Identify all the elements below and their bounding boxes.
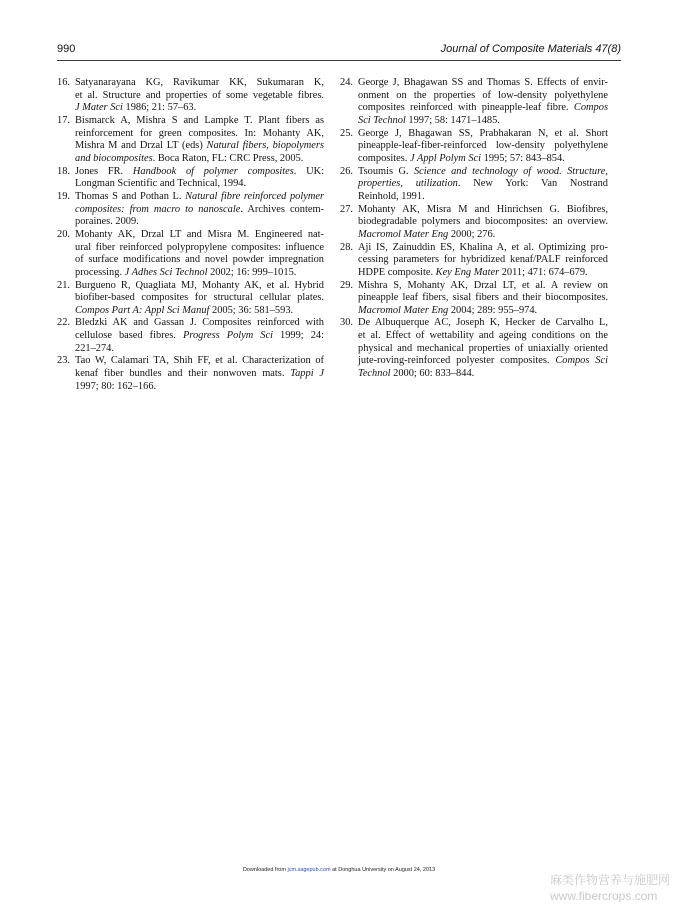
reference-text: George J, Bhagawan SS, Prabhakaran N, et al. Short — [358, 127, 608, 139]
reference-text: Thomas S and Pothan L. — [75, 190, 186, 202]
reference-number: 30. — [340, 317, 353, 329]
reference-line — [75, 90, 324, 103]
reference-item — [340, 166, 608, 204]
reference-line — [75, 140, 324, 153]
reference-text: of surface modifications and novel powder impregnation — [75, 254, 324, 266]
reference-line — [75, 292, 324, 305]
reference-item — [340, 280, 608, 318]
reference-text: 2011; 471: 674–679. — [499, 266, 588, 278]
reference-line — [358, 204, 608, 217]
reference-line — [358, 77, 608, 90]
reference-italic-text: Science and technology of wood. Structure, — [413, 165, 608, 177]
reference-italic-text: Technol — [358, 368, 391, 380]
reference-text: 1997; 58: 1471–1485. — [405, 114, 500, 126]
reference-text: pineapple-leaf-fiber-reinforced low-density polyethylene — [358, 140, 608, 152]
references-left-column — [57, 77, 324, 393]
reference-text: HDPE composite. — [358, 266, 436, 278]
reference-line — [358, 330, 608, 343]
reference-item — [57, 317, 324, 355]
reference-number: 28. — [340, 241, 353, 253]
reference-item — [57, 280, 324, 318]
reference-text: 2002; 16: 999–1015. — [207, 266, 297, 278]
reference-text: Mohanty AK, Misra M and Hinrichsen G. Biofibres, — [358, 203, 608, 215]
reference-text: et al. Structure and properties of some vegetable fibres. — [75, 89, 324, 101]
reference-text: pineapple leaf fibers, sisal fibers and their biocomposites. — [358, 292, 608, 304]
reference-line — [358, 115, 608, 128]
journal-title: Journal of Composite Materials 47(8) — [440, 43, 621, 55]
reference-line — [75, 153, 324, 166]
reference-text: biofiber-based composites for structural cellular plates. — [75, 292, 324, 304]
reference-line — [75, 330, 324, 343]
reference-item — [340, 242, 608, 280]
reference-number: 16. — [57, 77, 70, 88]
reference-number: 26. — [340, 165, 353, 177]
reference-line — [75, 305, 324, 318]
watermark-chinese-text: 麻类作物营养与施肥网 — [550, 873, 671, 887]
reference-line — [358, 242, 608, 255]
footer-suffix: at Donghua University on August 24, 2013 — [330, 867, 436, 873]
reference-number: 22. — [57, 317, 70, 329]
reference-text: Bledzki AK and Gassan J. Composites reinforced with — [75, 317, 324, 329]
reference-italic-text: properties, utilization — [358, 178, 458, 190]
reference-line — [75, 115, 324, 128]
reference-line — [75, 343, 324, 356]
reference-text: 2005; 36: 581–593. — [209, 304, 294, 316]
reference-line — [75, 267, 324, 280]
reference-item — [340, 77, 608, 128]
reference-text: 1986; 21: 57–63. — [122, 102, 197, 114]
reference-text: . UK: — [293, 165, 325, 177]
reference-text: reinforcement for green composites. In: Mohanty AK, — [75, 127, 324, 139]
reference-number: 23. — [57, 355, 70, 367]
reference-line — [358, 343, 608, 356]
reference-line — [75, 216, 324, 229]
reference-text: Tao W, Calamari TA, Shih FF, et al. Characterization of — [75, 355, 324, 367]
reference-line — [358, 280, 608, 293]
reference-line — [75, 128, 324, 141]
reference-text: jute-roving-reinforced polyester composites. — [358, 355, 556, 367]
reference-line — [75, 355, 324, 368]
reference-text: 1997; 80: 162–166. — [75, 380, 157, 392]
reference-italic-text: Compos Sci — [555, 355, 608, 367]
reference-number: 25. — [340, 127, 353, 139]
reference-text: . New York: Van Nostrand — [457, 178, 608, 190]
reference-line — [358, 191, 608, 204]
reference-line — [75, 166, 324, 179]
reference-italic-text: composites: from macro to nanoscale — [75, 203, 241, 215]
reference-line — [358, 355, 608, 368]
reference-text: biodegradable polymers and biocomposites: an overview. — [358, 216, 608, 228]
reference-text: cellulose based fibres. — [75, 330, 183, 342]
reference-text: Tsoumis G. — [358, 165, 414, 177]
reference-text: 2004; 289: 955–974. — [448, 304, 538, 316]
references-right-column — [340, 77, 608, 381]
reference-item — [340, 204, 608, 242]
reference-text: . Boca Raton, FL: CRC Press, 2005. — [152, 152, 304, 164]
reference-text: Mishra S, Mohanty AK, Drzal LT, et al. A review on — [358, 279, 608, 291]
reference-line — [358, 229, 608, 242]
reference-italic-text: Tappi J — [290, 368, 325, 380]
reference-text: Burgueno R, Quagliata MJ, Mohanty AK, et al. Hybrid — [75, 279, 324, 291]
reference-text: composites reinforced with pineapple-leaf fibre. — [358, 102, 574, 114]
reference-italic-text: J Adhes Sci Technol — [124, 266, 208, 278]
reference-italic-text: Natural fibre reinforced polymer — [185, 190, 324, 202]
reference-text: Mohanty AK, Drzal LT and Misra M. Engineered nat- — [75, 228, 324, 240]
reference-line — [358, 178, 608, 191]
reference-item — [340, 317, 608, 380]
reference-text: processing. — [75, 266, 125, 278]
reference-line — [358, 317, 608, 330]
reference-text: Aji IS, Zainuddin ES, Khalina A, et al. Optimizing pro- — [358, 241, 608, 253]
reference-italic-text: J Mater Sci — [75, 102, 123, 114]
reference-line — [358, 292, 608, 305]
reference-line — [75, 77, 324, 90]
reference-italic-text: J Appl Polym Sci — [409, 152, 482, 164]
reference-italic-text: Handbook of polymer composites — [132, 165, 294, 177]
reference-line — [358, 140, 608, 153]
reference-italic-text: Macromol Mater Eng — [358, 228, 449, 240]
reference-text: Bismarck A, Mishra S and Lampke T. Plant fibers as — [75, 114, 324, 126]
reference-line — [358, 254, 608, 267]
reference-text: Reinhold, 1991. — [358, 190, 425, 202]
reference-text: Satyanarayana KG, Ravikumar KK, Sukumaran K, — [75, 77, 324, 88]
reference-item — [57, 191, 324, 229]
reference-text: 1999; 24: — [273, 330, 325, 342]
page-number: 990 — [57, 43, 76, 55]
reference-line — [75, 242, 324, 255]
reference-italic-text: Compos Part A: Appl Sci Manuf — [75, 304, 210, 316]
reference-text: kenaf fiber bundles and their nonwoven mats. — [75, 368, 291, 380]
reference-number: 17. — [57, 114, 70, 126]
reference-text: De Albuquerque AC, Joseph K, Hecker de Carvalho L, — [358, 317, 608, 329]
reference-text: 1995; 57: 843–854. — [481, 152, 565, 164]
reference-item — [57, 115, 324, 166]
reference-text: ural fiber reinforced polypropylene composites: influence — [75, 241, 324, 253]
reference-text: George J, Bhagawan SS and Thomas S. Effects of envir- — [358, 77, 608, 88]
reference-number: 27. — [340, 203, 353, 215]
reference-line — [358, 216, 608, 229]
reference-line — [75, 317, 324, 330]
reference-line — [75, 254, 324, 267]
reference-text: 221–274. — [75, 342, 114, 354]
reference-text: 2000; 60: 833–844. — [390, 368, 475, 380]
reference-line — [75, 204, 324, 217]
reference-line — [75, 381, 324, 394]
download-source-link[interactable]: jcm.sagepub.com — [287, 867, 331, 873]
reference-line — [358, 102, 608, 115]
reference-text: . Archives contem- — [240, 203, 324, 215]
reference-text: Mishra M and Drzal LT (eds) — [75, 140, 207, 152]
reference-item — [57, 229, 324, 280]
reference-text: composites. — [358, 152, 410, 164]
reference-number: 21. — [57, 279, 70, 291]
reference-italic-text: Natural fibers, biopolymers — [206, 140, 324, 152]
reference-number: 20. — [57, 228, 70, 240]
reference-italic-text: Key Eng Mater — [435, 266, 500, 278]
reference-item — [57, 77, 324, 115]
reference-number: 29. — [340, 279, 353, 291]
reference-line — [358, 166, 608, 179]
reference-line — [75, 280, 324, 293]
reference-line — [358, 90, 608, 103]
reference-item — [57, 166, 324, 191]
reference-italic-text: Progress Polym Sci — [182, 330, 273, 342]
reference-text: physical and mechanical properties of uniaxially oriented — [358, 342, 608, 354]
reference-text: onment on the properties of low-density polyethylene — [358, 89, 608, 101]
reference-italic-text: Compos — [573, 102, 608, 114]
reference-item — [340, 128, 608, 166]
reference-line — [75, 229, 324, 242]
reference-item — [57, 355, 324, 393]
reference-italic-text: Macromol Mater Eng — [358, 304, 449, 316]
reference-line — [75, 191, 324, 204]
reference-line — [358, 128, 608, 141]
reference-line — [358, 305, 608, 318]
footer-prefix: Downloaded from — [242, 867, 288, 873]
reference-line — [75, 102, 324, 115]
reference-number: 19. — [57, 190, 70, 202]
reference-text: poraines. 2009. — [75, 216, 139, 228]
reference-line — [358, 267, 608, 280]
reference-text: et al. Effect of wettability and ageing conditions on the — [358, 330, 608, 342]
reference-line — [75, 368, 324, 381]
reference-line — [358, 153, 608, 166]
reference-text: 2000; 276. — [448, 228, 496, 240]
reference-text: cessing parameters for hybridized kenaf/PALF reinforced — [358, 254, 608, 266]
reference-number: 18. — [57, 165, 70, 177]
header-rule — [57, 60, 621, 61]
watermark-url: www.fibercrops.com — [550, 889, 658, 903]
reference-line — [75, 178, 324, 191]
reference-text: Longman Scientific and Technical, 1994. — [75, 178, 247, 190]
reference-text: Jones FR. — [75, 165, 133, 177]
reference-line — [358, 368, 608, 381]
reference-italic-text: Sci Technol — [358, 114, 406, 126]
reference-italic-text: and biocomposites — [75, 152, 153, 164]
reference-number: 24. — [340, 77, 353, 88]
